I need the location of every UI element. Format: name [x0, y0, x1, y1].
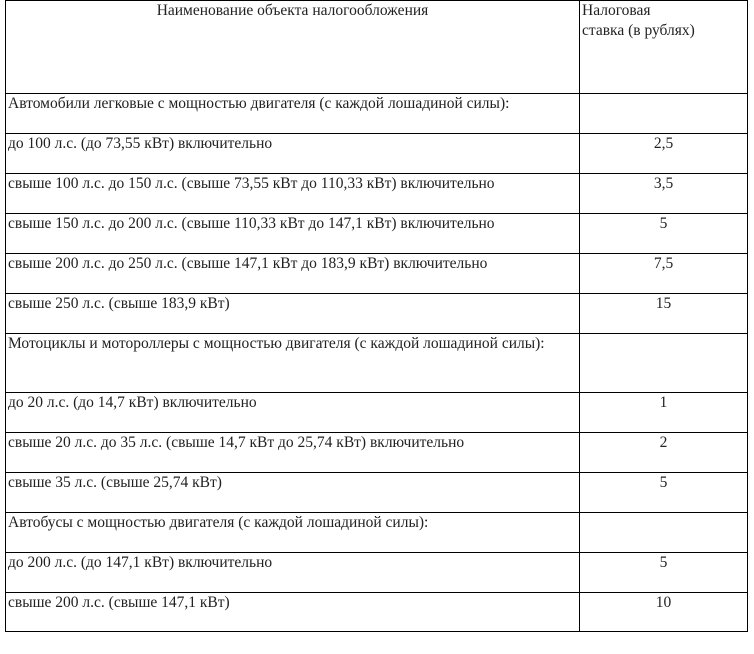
header-tax-rate [580, 1, 748, 94]
table-row-category-cars [6, 94, 748, 134]
row-rate: 7,5 [580, 254, 748, 294]
row-label: свыше 200 л.с. до 250 л.с. (свыше 147,1 кВт до 183,9 кВт) включительно [6, 254, 580, 294]
table-row [6, 214, 748, 254]
row-label: до 20 л.с. (до 14,7 кВт) включительно [6, 393, 580, 433]
row-label: до 200 л.с. (до 147,1 кВт) включительно [6, 553, 580, 593]
table-row-category-buses [6, 513, 748, 553]
header-object-name: Наименование объекта налогообложения [6, 1, 580, 94]
table-row [6, 593, 748, 632]
table-row [6, 433, 748, 473]
table-row [6, 254, 748, 294]
row-label: Мотоциклы и мотороллеры с мощностью двигателя (с каждой лошадиной силы): [6, 334, 580, 393]
row-rate [580, 94, 748, 134]
table-row [6, 174, 748, 214]
header-tax-rate-line1: Налоговая [582, 2, 651, 19]
table-row [6, 294, 748, 334]
row-rate: 5 [580, 553, 748, 593]
row-label: Автомобили легковые с мощностью двигателя (с каждой лошадиной силы): [6, 94, 580, 134]
table-row-category-motorcycles [6, 334, 748, 393]
table-row [6, 473, 748, 513]
table-row [6, 553, 748, 593]
row-label: до 100 л.с. (до 73,55 кВт) включительно [6, 134, 580, 174]
table-header-row [6, 1, 748, 94]
row-rate: 5 [580, 473, 748, 513]
tax-rate-table [5, 0, 748, 632]
row-rate: 15 [580, 294, 748, 334]
row-rate: 1 [580, 393, 748, 433]
header-tax-rate-line2: ставка (в рублях) [582, 22, 695, 39]
row-label: свыше 35 л.с. (свыше 25,74 кВт) [6, 473, 580, 513]
row-rate: 3,5 [580, 174, 748, 214]
table-row [6, 134, 748, 174]
row-rate: 10 [580, 593, 748, 632]
row-rate [580, 513, 748, 553]
row-label: свыше 100 л.с. до 150 л.с. (свыше 73,55 кВт до 110,33 кВт) включительно [6, 174, 580, 214]
row-label: Автобусы с мощностью двигателя (с каждой лошадиной силы): [6, 513, 580, 553]
row-label: свыше 150 л.с. до 200 л.с. (свыше 110,33 кВт до 147,1 кВт) включительно [6, 214, 580, 254]
row-label: свыше 20 л.с. до 35 л.с. (свыше 14,7 кВт до 25,74 кВт) включительно [6, 433, 580, 473]
row-rate: 2,5 [580, 134, 748, 174]
row-rate [580, 334, 748, 393]
row-label: свыше 250 л.с. (свыше 183,9 кВт) [6, 294, 580, 334]
row-rate: 5 [580, 214, 748, 254]
row-rate: 2 [580, 433, 748, 473]
row-label: свыше 200 л.с. (свыше 147,1 кВт) [6, 593, 580, 632]
table-row [6, 393, 748, 433]
